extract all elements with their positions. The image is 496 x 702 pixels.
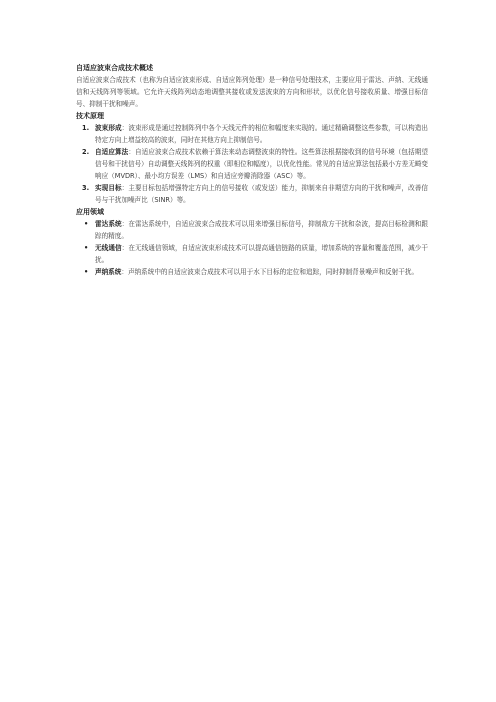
application-text: ：在雷达系统中，自适应波束合成技术可以用来增强目标信号，抑制敌方干扰和杂波，提高目标检测和跟踪的精度。 — [95, 220, 429, 240]
application-item — [76, 242, 428, 266]
bullet-icon: • — [84, 220, 89, 228]
principle-item — [76, 182, 428, 206]
application-term: 无线通信 — [95, 244, 122, 252]
application-term: 声纳系统 — [95, 268, 122, 276]
intro-paragraph: 自适应波束合成技术（也称为自适应波束形成、自适应阵列处理）是一种信号处理技术，主要应用于雷达、声纳、无线通信和天线阵列等领域。它允许天线阵列动态地调整其接收或发送波束的方向和形状，以优化信号接收质量、增强目标信号、抑制干扰和噪声。 — [76, 76, 428, 108]
section-heading-principles: 技术原理 — [76, 112, 104, 120]
list-number: 1. — [82, 124, 90, 132]
document-page — [76, 62, 428, 278]
principle-text: ：主要目标包括增强特定方向上的信号接收（或发送）能力，抑制来自非期望方向的干扰和噪声，改善信号与干扰加噪声比（SINR）等。 — [95, 184, 429, 204]
bullet-icon: • — [84, 268, 89, 276]
principles-list — [76, 122, 428, 206]
principle-text: ：波束形成是通过控制阵列中各个天线元件的相位和幅度来实现的。通过精确调整这些参数，可以构造出特定方向上增益较高的波束，同时在其他方向上抑制信号。 — [95, 124, 429, 144]
section-heading-applications: 应用领域 — [76, 208, 104, 216]
principle-term: 波束形成 — [95, 124, 122, 132]
application-item — [76, 266, 428, 278]
application-term: 雷达系统 — [95, 220, 122, 228]
principle-item — [76, 146, 428, 182]
document-title: 自适应波束合成技术概述 — [76, 64, 153, 72]
principle-item — [76, 122, 428, 146]
principle-term: 自适应算法 — [95, 148, 129, 156]
principle-text: ：自适应波束合成技术依赖于算法来动态调整波束的特性。这些算法根据接收到的信号环境（包括期望信号和干扰信号）自动调整天线阵列的权重（即相位和幅度），以优化性能。常见的自适应算法包括最小方差无畸变响应（MVDR）、最小均方误差（LMS）和自适应旁瓣消除器（ASC）等。 — [95, 148, 429, 180]
bullet-icon: • — [84, 244, 89, 252]
application-text: ：声纳系统中的自适应波束合成技术可以用于水下目标的定位和追踪，同时抑制背景噪声和反射干扰。 — [121, 268, 419, 276]
list-number: 3. — [82, 184, 90, 192]
list-number: 2. — [82, 148, 90, 156]
applications-list — [76, 218, 428, 278]
application-text: ：在无线通信领域，自适应波束形成技术可以提高通信链路的质量，增加系统的容量和覆盖范围，减少干扰。 — [95, 244, 429, 264]
application-item — [76, 218, 428, 242]
principle-term: 实现目标 — [95, 184, 122, 192]
